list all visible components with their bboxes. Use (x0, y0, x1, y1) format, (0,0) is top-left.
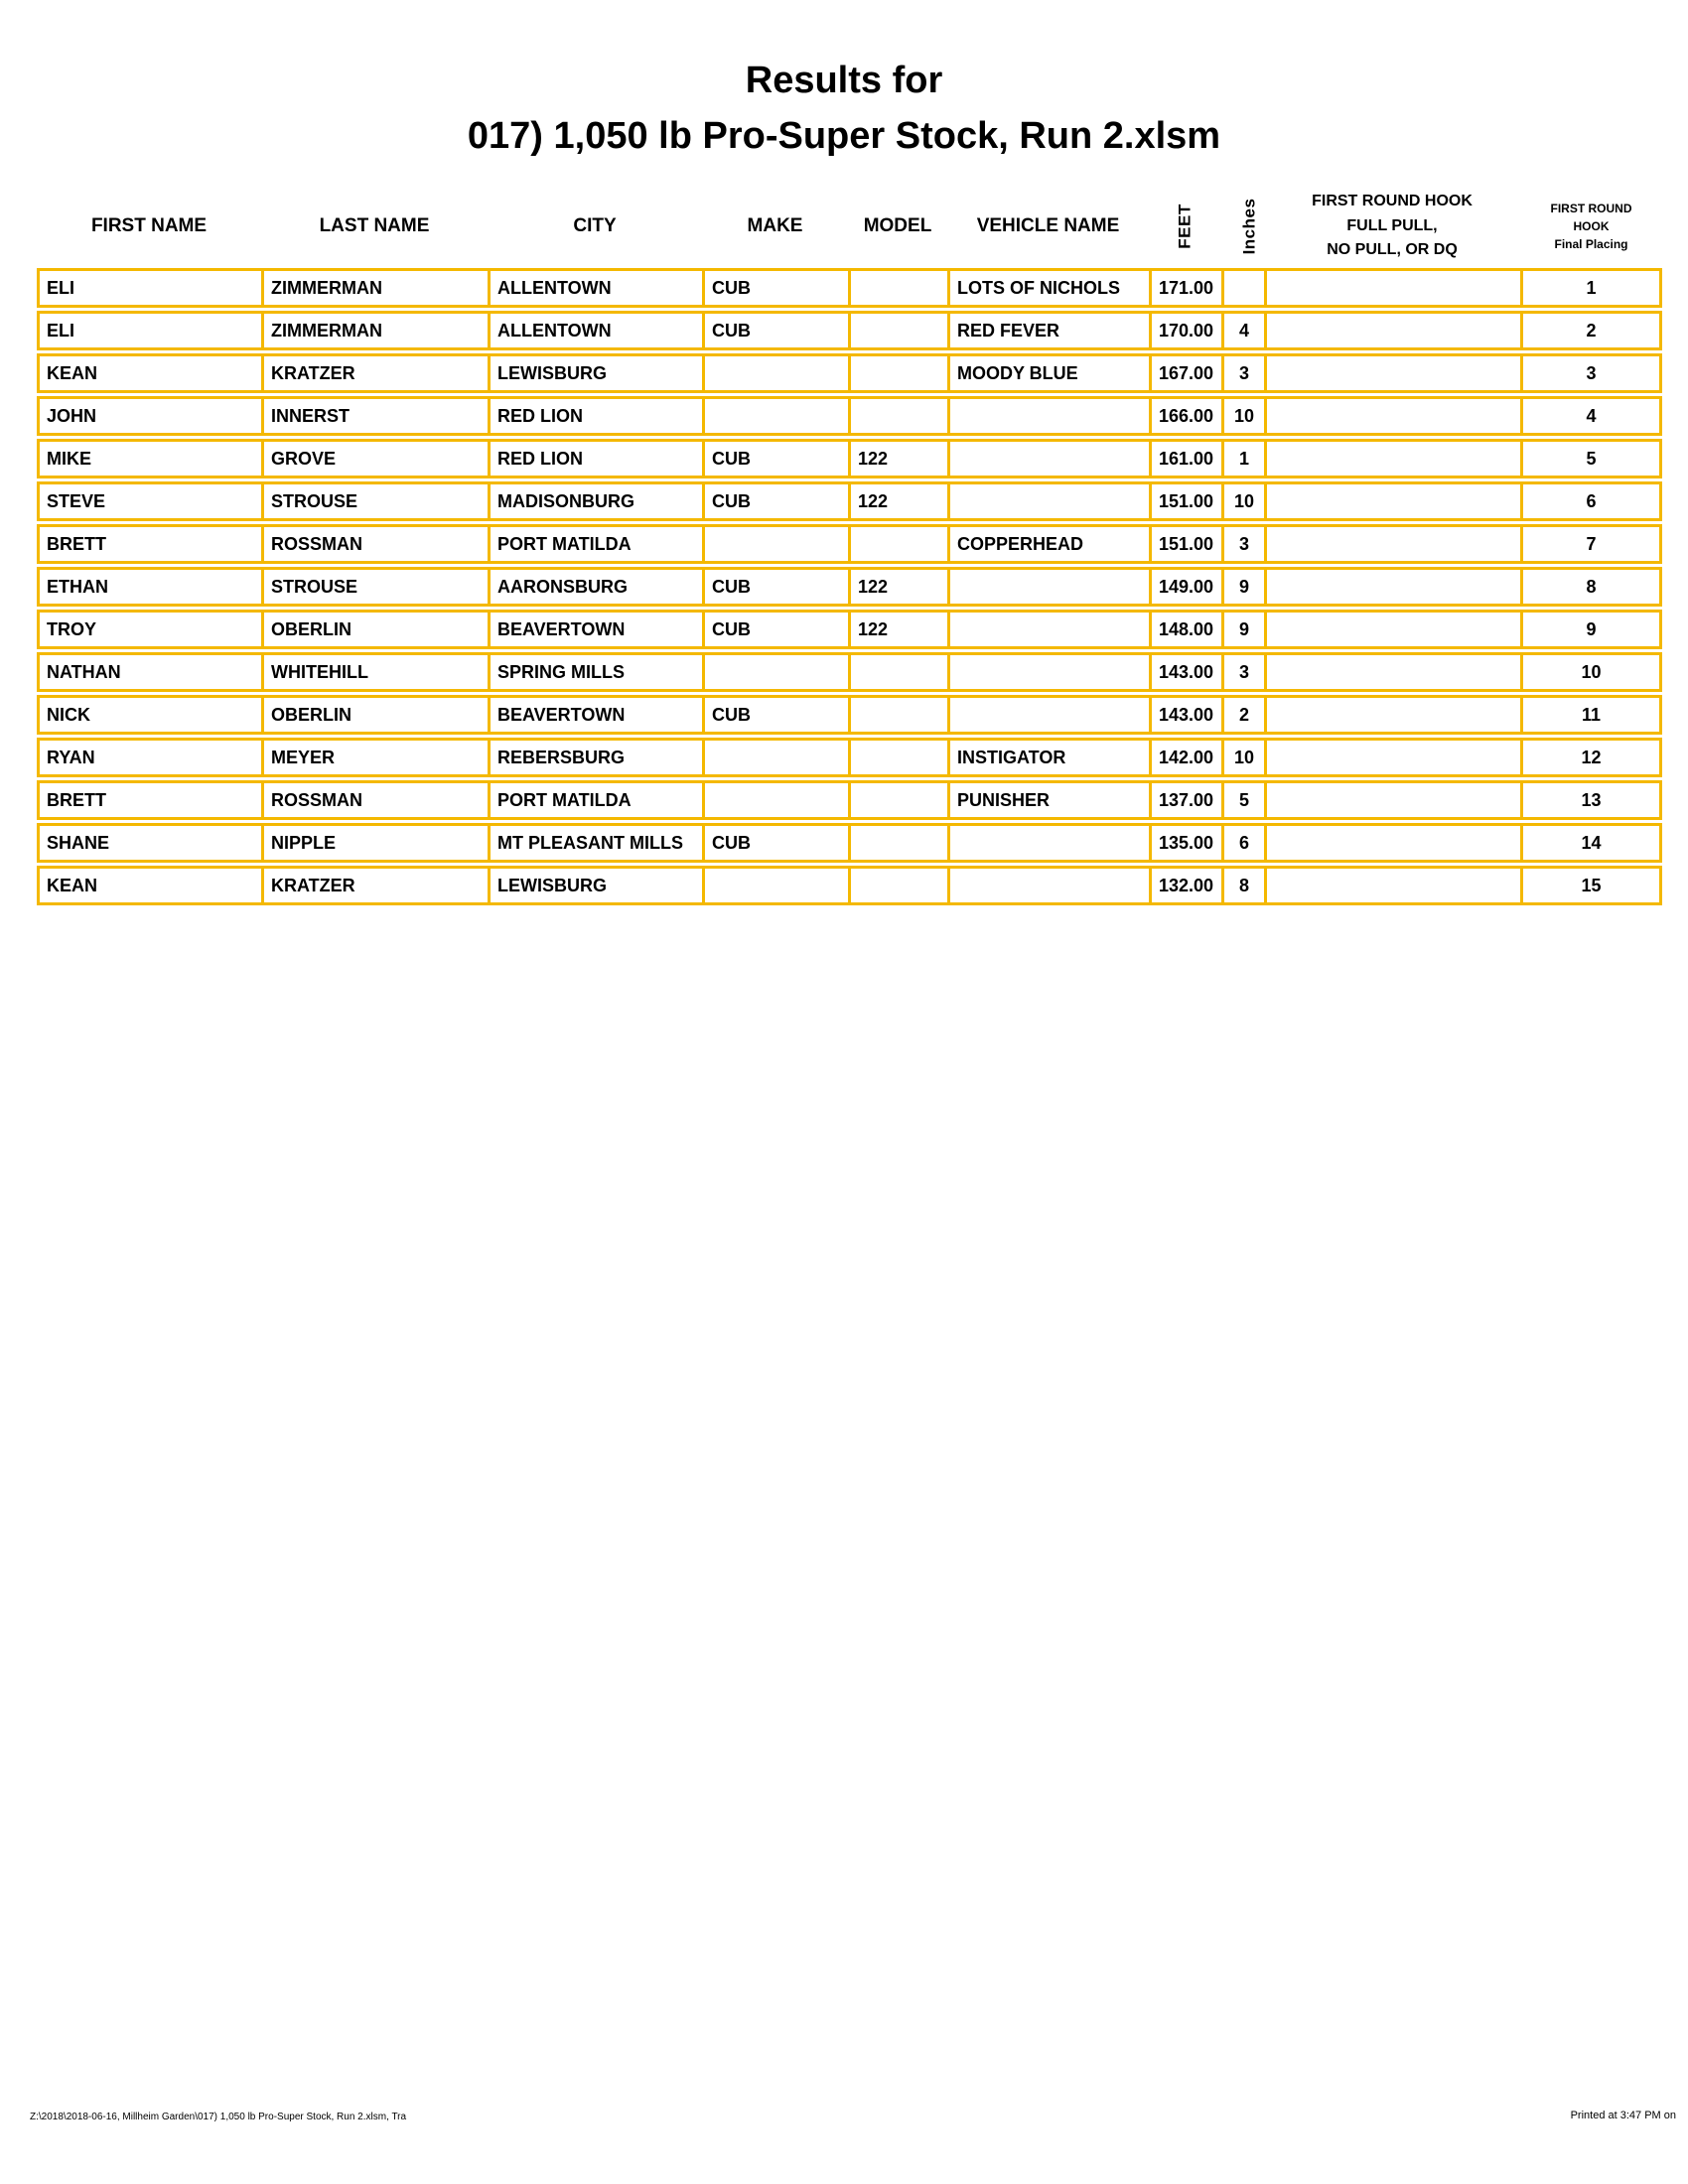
cell-feet: 143.00 (1149, 695, 1221, 735)
results-table (37, 185, 1662, 908)
cell-feet: 143.00 (1149, 652, 1221, 692)
cell-model (848, 823, 947, 863)
cell-inches: 9 (1221, 610, 1264, 649)
cell-last-name: GROVE (261, 439, 488, 478)
cell-inches (1221, 268, 1264, 308)
cell-make: CUB (702, 311, 848, 350)
cell-final-placing: 11 (1520, 695, 1662, 735)
cell-first-name: JOHN (37, 396, 261, 436)
cell-first-round-hook (1264, 866, 1520, 905)
report-title-block (0, 62, 1688, 155)
cell-first-round-hook (1264, 738, 1520, 777)
cell-feet: 166.00 (1149, 396, 1221, 436)
cell-city: AARONSBURG (488, 567, 702, 607)
cell-model (848, 780, 947, 820)
cell-last-name: ZIMMERMAN (261, 268, 488, 308)
table-row (37, 738, 1662, 777)
cell-city: ALLENTOWN (488, 311, 702, 350)
cell-first-round-hook (1264, 481, 1520, 521)
cell-city: PORT MATILDA (488, 780, 702, 820)
cell-first-name: ELI (37, 268, 261, 308)
cell-vehicle-name (947, 866, 1149, 905)
cell-last-name: MEYER (261, 738, 488, 777)
cell-last-name: ROSSMAN (261, 524, 488, 564)
cell-first-name: SHANE (37, 823, 261, 863)
header-city (488, 188, 702, 265)
cell-first-round-hook (1264, 311, 1520, 350)
cell-final-placing: 2 (1520, 311, 1662, 350)
cell-city: BEAVERTOWN (488, 695, 702, 735)
cell-feet: 151.00 (1149, 481, 1221, 521)
cell-first-name: BRETT (37, 780, 261, 820)
cell-inches: 1 (1221, 439, 1264, 478)
cell-final-placing: 4 (1520, 396, 1662, 436)
cell-last-name: KRATZER (261, 866, 488, 905)
cell-first-name: RYAN (37, 738, 261, 777)
cell-first-round-hook (1264, 652, 1520, 692)
cell-first-name: NICK (37, 695, 261, 735)
cell-feet: 149.00 (1149, 567, 1221, 607)
cell-vehicle-name: PUNISHER (947, 780, 1149, 820)
cell-city: ALLENTOWN (488, 268, 702, 308)
header-hook-line3: NO PULL, OR DQ (1327, 241, 1458, 259)
report-title-line2: 017) 1,050 lb Pro-Super Stock, Run 2.xlsm (467, 115, 1221, 157)
cell-vehicle-name: LOTS OF NICHOLS (947, 268, 1149, 308)
header-make-label: MAKE (747, 215, 803, 236)
cell-model (848, 652, 947, 692)
header-hook-line1: FIRST ROUND HOOK (1312, 192, 1473, 209)
cell-make: CUB (702, 439, 848, 478)
cell-vehicle-name (947, 396, 1149, 436)
cell-model (848, 268, 947, 308)
cell-city: BEAVERTOWN (488, 610, 702, 649)
cell-make (702, 524, 848, 564)
cell-make (702, 396, 848, 436)
cell-feet: 161.00 (1149, 439, 1221, 478)
cell-model: 122 (848, 481, 947, 521)
cell-inches: 3 (1221, 652, 1264, 692)
cell-final-placing: 5 (1520, 439, 1662, 478)
cell-feet: 142.00 (1149, 738, 1221, 777)
cell-first-round-hook (1264, 439, 1520, 478)
cell-final-placing: 9 (1520, 610, 1662, 649)
cell-vehicle-name: INSTIGATOR (947, 738, 1149, 777)
cell-vehicle-name: COPPERHEAD (947, 524, 1149, 564)
cell-final-placing: 13 (1520, 780, 1662, 820)
cell-last-name: KRATZER (261, 353, 488, 393)
table-row (37, 695, 1662, 735)
cell-inches: 2 (1221, 695, 1264, 735)
header-feet (1149, 188, 1221, 265)
cell-final-placing: 15 (1520, 866, 1662, 905)
header-placing-line1: FIRST ROUND (1550, 202, 1632, 215)
cell-feet: 137.00 (1149, 780, 1221, 820)
cell-model: 122 (848, 439, 947, 478)
cell-feet: 132.00 (1149, 866, 1221, 905)
footer-file-path: Z:\2018\2018-06-16, Millheim Garden\017) 1,050 lb Pro-Super Stock, Run 2.xlsm, Tra (30, 2112, 407, 2122)
cell-inches: 10 (1221, 396, 1264, 436)
cell-last-name: ZIMMERMAN (261, 311, 488, 350)
cell-city: MT PLEASANT MILLS (488, 823, 702, 863)
cell-first-name: STEVE (37, 481, 261, 521)
cell-inches: 6 (1221, 823, 1264, 863)
header-city-label: CITY (573, 215, 617, 236)
header-row (37, 188, 1662, 265)
cell-first-round-hook (1264, 695, 1520, 735)
cell-final-placing: 3 (1520, 353, 1662, 393)
header-first-round-hook (1264, 188, 1520, 265)
cell-first-round-hook (1264, 396, 1520, 436)
cell-first-name: ETHAN (37, 567, 261, 607)
cell-final-placing: 6 (1520, 481, 1662, 521)
cell-final-placing: 14 (1520, 823, 1662, 863)
cell-last-name: STROUSE (261, 567, 488, 607)
table-row (37, 652, 1662, 692)
table-row (37, 353, 1662, 393)
cell-make: CUB (702, 268, 848, 308)
header-last-name (261, 188, 488, 265)
cell-feet: 148.00 (1149, 610, 1221, 649)
header-placing-line3: Final Placing (1554, 237, 1628, 251)
cell-model (848, 396, 947, 436)
cell-make: CUB (702, 481, 848, 521)
cell-model (848, 524, 947, 564)
cell-vehicle-name: RED FEVER (947, 311, 1149, 350)
table-row (37, 524, 1662, 564)
cell-inches: 8 (1221, 866, 1264, 905)
cell-inches: 3 (1221, 524, 1264, 564)
cell-last-name: ROSSMAN (261, 780, 488, 820)
cell-city: RED LION (488, 439, 702, 478)
table-row (37, 780, 1662, 820)
cell-city: MADISONBURG (488, 481, 702, 521)
header-final-placing (1520, 188, 1662, 265)
cell-model (848, 695, 947, 735)
cell-inches: 4 (1221, 311, 1264, 350)
cell-first-name: TROY (37, 610, 261, 649)
table-row (37, 823, 1662, 863)
cell-inches: 5 (1221, 780, 1264, 820)
cell-last-name: WHITEHILL (261, 652, 488, 692)
cell-make: CUB (702, 610, 848, 649)
header-inches (1221, 188, 1264, 265)
cell-make: CUB (702, 695, 848, 735)
cell-city: SPRING MILLS (488, 652, 702, 692)
cell-first-name: MIKE (37, 439, 261, 478)
cell-first-round-hook (1264, 353, 1520, 393)
table-row (37, 481, 1662, 521)
cell-make (702, 866, 848, 905)
cell-model (848, 353, 947, 393)
table-row (37, 866, 1662, 905)
cell-make: CUB (702, 567, 848, 607)
cell-model (848, 311, 947, 350)
cell-final-placing: 8 (1520, 567, 1662, 607)
cell-last-name: OBERLIN (261, 610, 488, 649)
cell-make (702, 652, 848, 692)
cell-vehicle-name (947, 652, 1149, 692)
header-model (848, 188, 947, 265)
header-model-label: MODEL (863, 215, 932, 236)
table-row (37, 311, 1662, 350)
cell-final-placing: 10 (1520, 652, 1662, 692)
cell-first-name: NATHAN (37, 652, 261, 692)
results-table-body (37, 268, 1662, 905)
cell-feet: 167.00 (1149, 353, 1221, 393)
cell-last-name: NIPPLE (261, 823, 488, 863)
cell-first-round-hook (1264, 268, 1520, 308)
table-row (37, 396, 1662, 436)
report-title-line1: Results for (745, 60, 943, 101)
table-row (37, 439, 1662, 478)
cell-city: PORT MATILDA (488, 524, 702, 564)
cell-first-round-hook (1264, 610, 1520, 649)
cell-vehicle-name (947, 567, 1149, 607)
cell-first-round-hook (1264, 567, 1520, 607)
cell-feet: 171.00 (1149, 268, 1221, 308)
header-vehicle-name (947, 188, 1149, 265)
results-table-header (37, 188, 1662, 265)
cell-vehicle-name: MOODY BLUE (947, 353, 1149, 393)
cell-first-round-hook (1264, 780, 1520, 820)
header-hook-line2: FULL PULL, (1346, 216, 1438, 234)
cell-last-name: OBERLIN (261, 695, 488, 735)
cell-make (702, 780, 848, 820)
cell-feet: 151.00 (1149, 524, 1221, 564)
cell-model: 122 (848, 610, 947, 649)
header-feet-label: FEET (1175, 204, 1195, 249)
cell-first-name: ELI (37, 311, 261, 350)
cell-inches: 3 (1221, 353, 1264, 393)
cell-vehicle-name (947, 823, 1149, 863)
cell-last-name: INNERST (261, 396, 488, 436)
cell-first-round-hook (1264, 823, 1520, 863)
cell-city: RED LION (488, 396, 702, 436)
cell-city: REBERSBURG (488, 738, 702, 777)
cell-inches: 9 (1221, 567, 1264, 607)
header-first-name (37, 188, 261, 265)
cell-feet: 170.00 (1149, 311, 1221, 350)
table-row (37, 610, 1662, 649)
cell-first-round-hook (1264, 524, 1520, 564)
cell-make (702, 738, 848, 777)
results-sheet (37, 185, 1662, 908)
cell-city: LEWISBURG (488, 353, 702, 393)
cell-final-placing: 7 (1520, 524, 1662, 564)
header-placing-line2: HOOK (1573, 219, 1610, 233)
header-first-name-label: FIRST NAME (90, 215, 208, 236)
cell-model (848, 866, 947, 905)
cell-last-name: STROUSE (261, 481, 488, 521)
cell-vehicle-name (947, 610, 1149, 649)
cell-first-name: BRETT (37, 524, 261, 564)
cell-first-name: KEAN (37, 866, 261, 905)
cell-inches: 10 (1221, 738, 1264, 777)
cell-vehicle-name (947, 439, 1149, 478)
cell-city: LEWISBURG (488, 866, 702, 905)
cell-final-placing: 1 (1520, 268, 1662, 308)
cell-inches: 10 (1221, 481, 1264, 521)
header-inches-label: Inches (1239, 198, 1259, 255)
cell-vehicle-name (947, 695, 1149, 735)
table-row (37, 567, 1662, 607)
cell-make (702, 353, 848, 393)
cell-make: CUB (702, 823, 848, 863)
header-vehicle-name-label: VEHICLE NAME (976, 215, 1120, 236)
cell-final-placing: 12 (1520, 738, 1662, 777)
cell-model (848, 738, 947, 777)
cell-first-name: KEAN (37, 353, 261, 393)
cell-model: 122 (848, 567, 947, 607)
header-last-name-label: LAST NAME (319, 215, 430, 236)
cell-vehicle-name (947, 481, 1149, 521)
header-make (702, 188, 848, 265)
cell-feet: 135.00 (1149, 823, 1221, 863)
footer-printed-at: Printed at 3:47 PM on (1570, 2110, 1676, 2121)
table-row (37, 268, 1662, 308)
